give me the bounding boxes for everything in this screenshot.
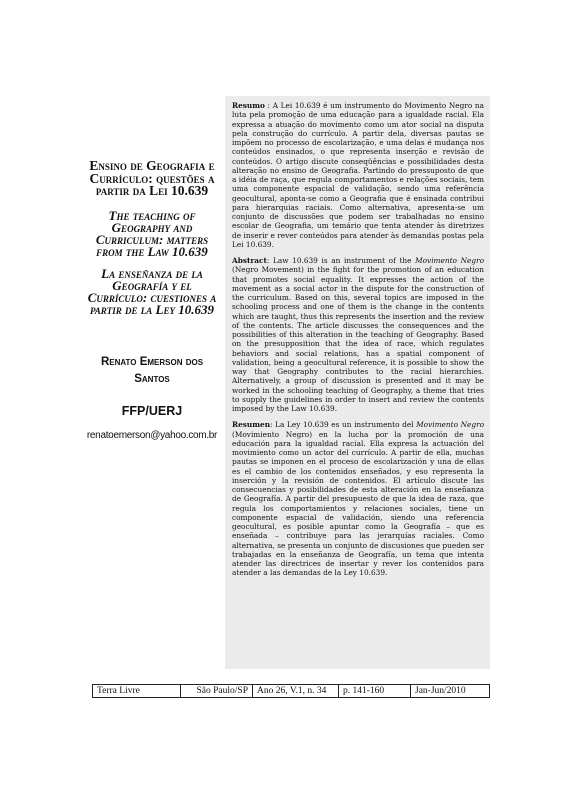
abstract-text-b: (Negro Movement) in the fight for the promotion of an education that promotes social equality. It expresses the action of the movement as a social actor in the dispute for the construction of the curriculum. Based on this, several topics are imposed in the schooling process and one of them is the change in the contents which are taught, thus this represents the insertion and the review of the contents. The article discusses the consequences and the possibilities of this alteration in the teaching of Geography. Based on the presupposition that the idea of race, which regulates behaviors and social relations, has a spatial component of validation, being a geocultural reference, it is possible to show the way that Geography contributes to the racial hierarchies. Alternatively, a group of discussion is presented and it may be worked in the schooling teaching of Geography, a theme that tries to supply the guidelines in order to insert and review the contents imposed by the Law 10.639. xyxy=(232,265,484,413)
abstract-separator: : xyxy=(266,256,273,265)
author-institution: FFP/UERJ xyxy=(121,403,183,418)
resumo-separator: : xyxy=(264,101,273,110)
abstract-label: Abstract xyxy=(232,256,267,265)
resumo-paragraph xyxy=(232,101,484,249)
resumen-italic: Movimento Negro xyxy=(416,420,485,430)
footer-city: São Paulo/SP xyxy=(181,685,253,697)
resumo-text: A Lei 10.639 é um instrumento do Movimento Negro na luta pela promoção de uma educação para a igualdade racial. Ela expressa a atuação do movimento como um ator social na disputa pela construção do currículo. A partir dela, diversas pautas se impõem no processo de escolarização, e uma delas é mudança nos conteúdos ensinados, o que representa inserção e revisão de conteúdos. O artigo discute conseqüências e possibilidades desta alteração no ensino de Geografia. Partindo do pressuposto de que a idéia de raça, que regula comportamentos e relações sociais, tem uma componente espacial de validação, sendo uma referência geocultural, aponta-se como a Geografia que é ensinada contribui para hierarquias raciais. Como alternativa, apresenta-se um conjunto de discussões que podem ser trabalhadas no ensino escolar de Geografia, um temário que tenta atender às diretrizes de inserir e rever conteúdos para atender às demandas postas pela Lei 10.639. xyxy=(232,101,484,249)
author-email: renatoemerson@yahoo.com.br xyxy=(86,429,218,441)
resumen-label: Resumen xyxy=(232,420,271,430)
resumen-text-b: (Movimiento Negro) en la lucha por la promoción de una educación para la igualdad racial. Ella expresa la actuación del movimiento como un actor del currículo. A partir de ella, muchas pautas se imponen en el proceso de escolarización y una de ellas es el cambio de los contenidos enseñados, y eso representa la inserción y la revisión de contenidos. El artículo discute las consecuencias y posibilidades de esta alteración en la enseñanza de Geografía. A partir del presupuesto de que la idea de raza, que regula los comportamientos y relaciones sociales, tiene un componente espacial de validación, siendo una referencia geocultural, es posible apuntar como la Geografía – que es enseñada – contribuye para las jerarquías raciales. Como alternativa, se presenta un conjunto de discusiones que pueden ser trabajadas en la enseñanza de Geografía, un tema que intenta atender las directrices de insertar y rever los contenidos para atender a las demandas de la Ley 10.639. xyxy=(232,429,484,578)
resumen-separator: : xyxy=(270,420,276,430)
resumen-text-a: La Ley 10.639 es un instrumento del xyxy=(275,420,417,430)
abstract-box xyxy=(225,96,490,669)
resumo-label: Resumo xyxy=(232,101,265,110)
title-portuguese: Ensino de Geografia e Currículo: questões a partir da Lei 10.639 xyxy=(89,158,215,198)
title-english: The teaching of Geography and Curriculum: matters from the Law 10.639 xyxy=(95,207,209,259)
title-spanish: La enseñanza de la Geografía y el Currículo: cuestiones a partir de la Ley 10.639 xyxy=(87,265,217,317)
author-name: Renato Emerson dos Santos xyxy=(100,355,204,385)
abstract-italic: Movimento Negro xyxy=(415,256,485,265)
abstract-paragraph xyxy=(232,256,484,413)
title-block xyxy=(86,160,218,441)
footer-volume: Ano 26, V.1, n. 34 xyxy=(253,685,339,697)
resumen-paragraph xyxy=(232,420,484,577)
abstract-text-a: Law 10.639 is an instrument of the xyxy=(272,256,416,265)
footer-date: Jan-Jun/2010 xyxy=(415,686,466,696)
footer-journal: Terra Livre xyxy=(93,685,181,697)
footer-pages: p. 141-160 xyxy=(339,685,411,697)
journal-footer xyxy=(92,684,490,698)
